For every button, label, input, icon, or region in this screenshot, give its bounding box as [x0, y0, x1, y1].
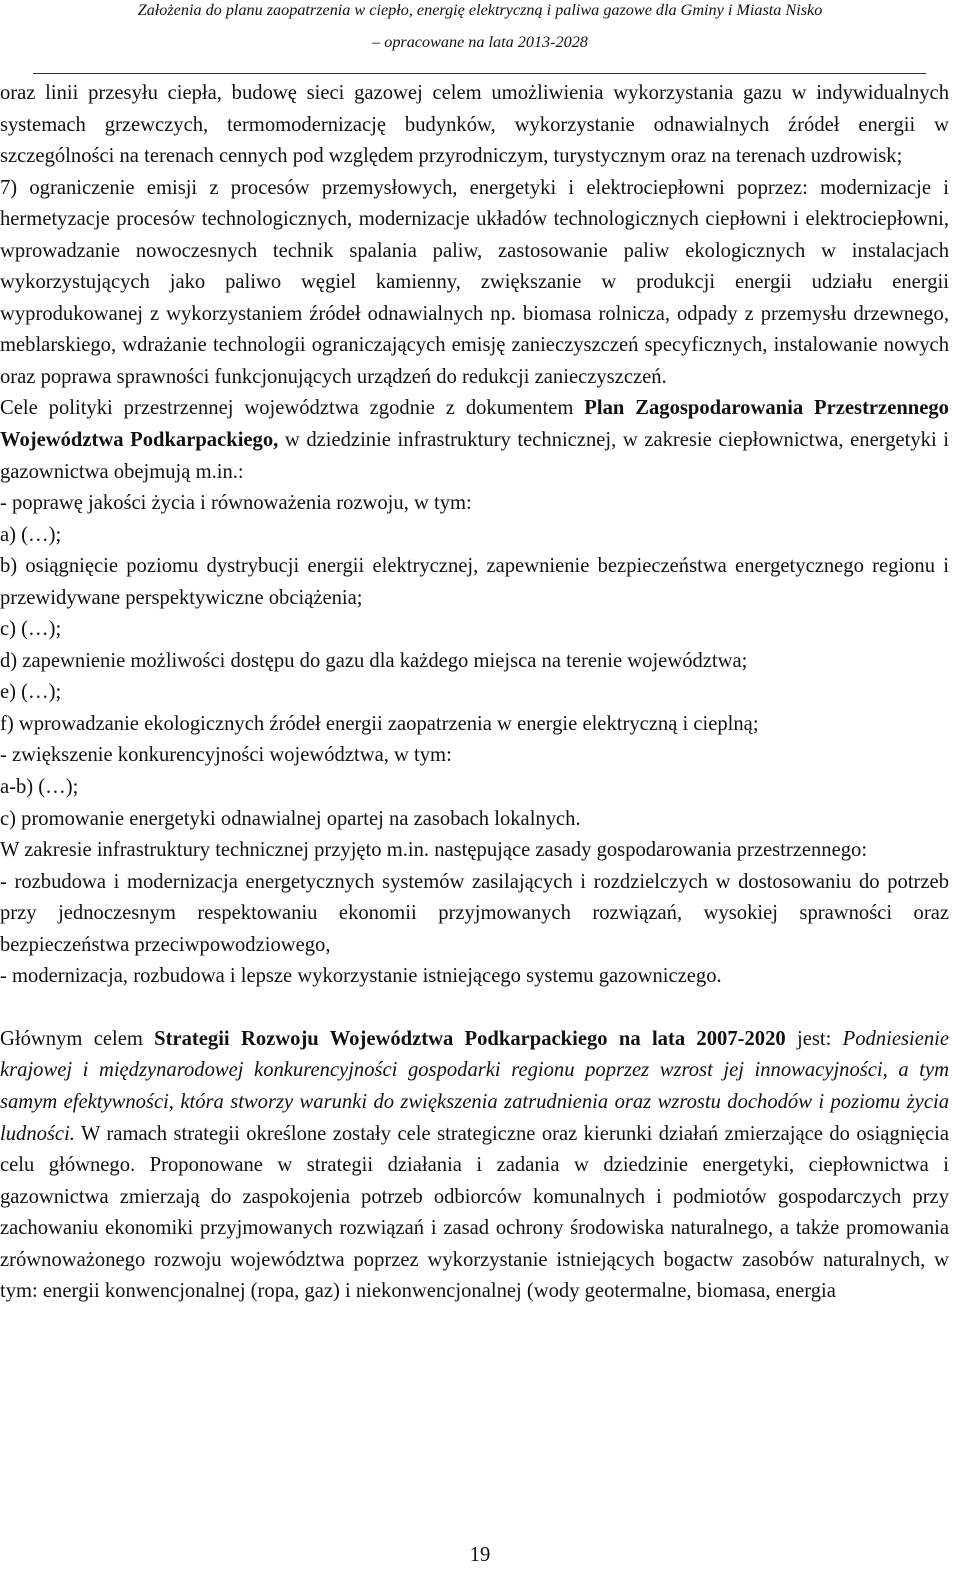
document-body: [0, 78, 949, 1308]
paragraph-development-strategy: [0, 1024, 949, 1308]
list-item: b) osiągnięcie poziomu dystrybucji energii elektrycznej, zapewnienie bezpieczeństwa energetycznego regionu i przewidywane perspektywiczne obciążenia;: [0, 555, 949, 609]
paragraph-emission-limits: 7) ograniczenie emisji z procesów przemysłowych, energetyki i elektrociepłowni poprzez: modernizacje i hermetyzacje procesów technologicznych, modernizacje układów technologicznych ciepłowni i elektrociepłowni, wprowadzanie nowoczesnych technik spalania paliw, zastosowanie paliw ekologicznych w instalacjach wykorzystujących jako paliwo węgiel kamienny, zwiększanie w produkcji energii udziału energii wyprodukowanej z wykorzystaniem źródeł odnawialnych np. biomasa rolnicza, odpady z przemysłu drzewnego, meblarskiego, wdrażanie technologii ograniczających emisję zanieczyszczeń specyficznych, instalowanie nowych oraz poprawa sprawności funkcjonujących urządzeń do redukcji zanieczyszczeń.: [0, 176, 949, 388]
paragraph-spatial-policy: [0, 393, 949, 488]
spatial-policy-scope: w dziedzinie infrastruktury technicznej, w zakresie ciepłownictwa, energetyki i gazownictwa obejmują m.in.:: [0, 429, 949, 483]
list-item: - rozbudowa i modernizacja energetycznych systemów zasilających i rozdzielczych w dostosowaniu do potrzeb przy jednoczesnym respektowaniu ekonomii przyjmowanych rozwiązań, wysokiej sprawności oraz bezpieczeństwa przeciwpowodziowego,: [0, 870, 949, 956]
list-item: d) zapewnienie możliwości dostępu do gazu dla każdego miejsca na terenie województwa;: [0, 649, 748, 672]
spatial-plan-title: Plan Zagospodarowania Przestrzennego Województwa Podkarpackiego,: [0, 397, 949, 452]
list-item: f) wprowadzanie ekologicznych źródeł energii zaopatrzenia w energie elektryczną i cieplną;: [0, 712, 759, 735]
running-header: [0, 0, 960, 58]
header-subtitle: – opracowane na lata 2013-2028: [372, 33, 588, 51]
list-item: - poprawę jakości życia i równoważenia rozwoju, w tym:: [0, 492, 472, 515]
list-item: - modernizacja, rozbudowa i lepsze wykorzystanie istniejącego systemu gazowniczego.: [0, 965, 722, 988]
header-divider: [33, 73, 926, 74]
list-item: c) promowanie energetyki odnawialnej opartej na zasobach lokalnych.: [0, 807, 581, 830]
strategy-connector: jest:: [785, 1027, 843, 1050]
spatial-policy-intro: Cele polityki przestrzennej województwa zgodnie z dokumentem: [0, 397, 585, 420]
strategy-description: W ramach strategii określone zostały cele strategiczne oraz kierunki działań zmierzające do osiągnięcia celu głównego. Proponowane w strategii działania i zadania w dziedzinie energetyki, ciepłownictwa i gazownictwa zmierzają do zaspokojenia potrzeb odbiorców komunalnych i podmiotów gospodarczych przy zachowaniu ekonomiki przyjmowanych rozwiązań i zasad ochrony środowiska naturalnego, a także promowania zrównoważonego rozwoju województwa poprzez wykorzystanie istniejących bogactw zasobów naturalnych, w tym: energii konwencjonalnej (ropa, gaz) i niekonwencjonalnej (wody geotermalne, biomasa, energia: [0, 1122, 949, 1303]
list-item: - zwiększenie konkurencyjności województwa, w tym:: [0, 744, 452, 767]
page-number: 19: [469, 1544, 491, 1566]
strategy-main-goal: Podniesienie krajowej i międzynarodowej konkurencyjności gospodarki regionu poprzez wzrost jej innowacyjności, a tym samym efektywności, która stworzy warunki do zwiększenia zatrudnienia oraz wzrostu dochodów i poziomu życia ludności.: [0, 1027, 949, 1145]
list-item: e) (…);: [0, 681, 62, 704]
strategy-intro: Głównym celem: [0, 1027, 155, 1050]
list-item: W zakresie infrastruktury technicznej przyjęto m.in. następujące zasady gospodarowania przestrzennego:: [0, 839, 868, 862]
strategy-title: Strategii Rozwoju Województwa Podkarpackiego na lata 2007-2020: [154, 1027, 786, 1050]
paragraph-heat-transmission: oraz linii przesyłu ciepła, budowę sieci gazowej celem umożliwienia wykorzystania gazu w indywidualnych systemach grzewczych, termomodernizację budynków, wykorzystanie odnawialnych źródeł energii w szczególności na terenach cennych pod względem przyrodniczym, turystycznym oraz na terenach uzdrowisk;: [0, 82, 949, 168]
paragraph-spacer: [0, 993, 949, 1024]
list-item: a-b) (…);: [0, 776, 79, 799]
list-item: c) (…);: [0, 618, 62, 641]
list-item: a) (…);: [0, 523, 62, 546]
header-title: Założenia do planu zaopatrzenia w ciepło, energię elektryczną i paliwa gazowe dla Gminy i Miasta Nisko: [137, 1, 823, 19]
